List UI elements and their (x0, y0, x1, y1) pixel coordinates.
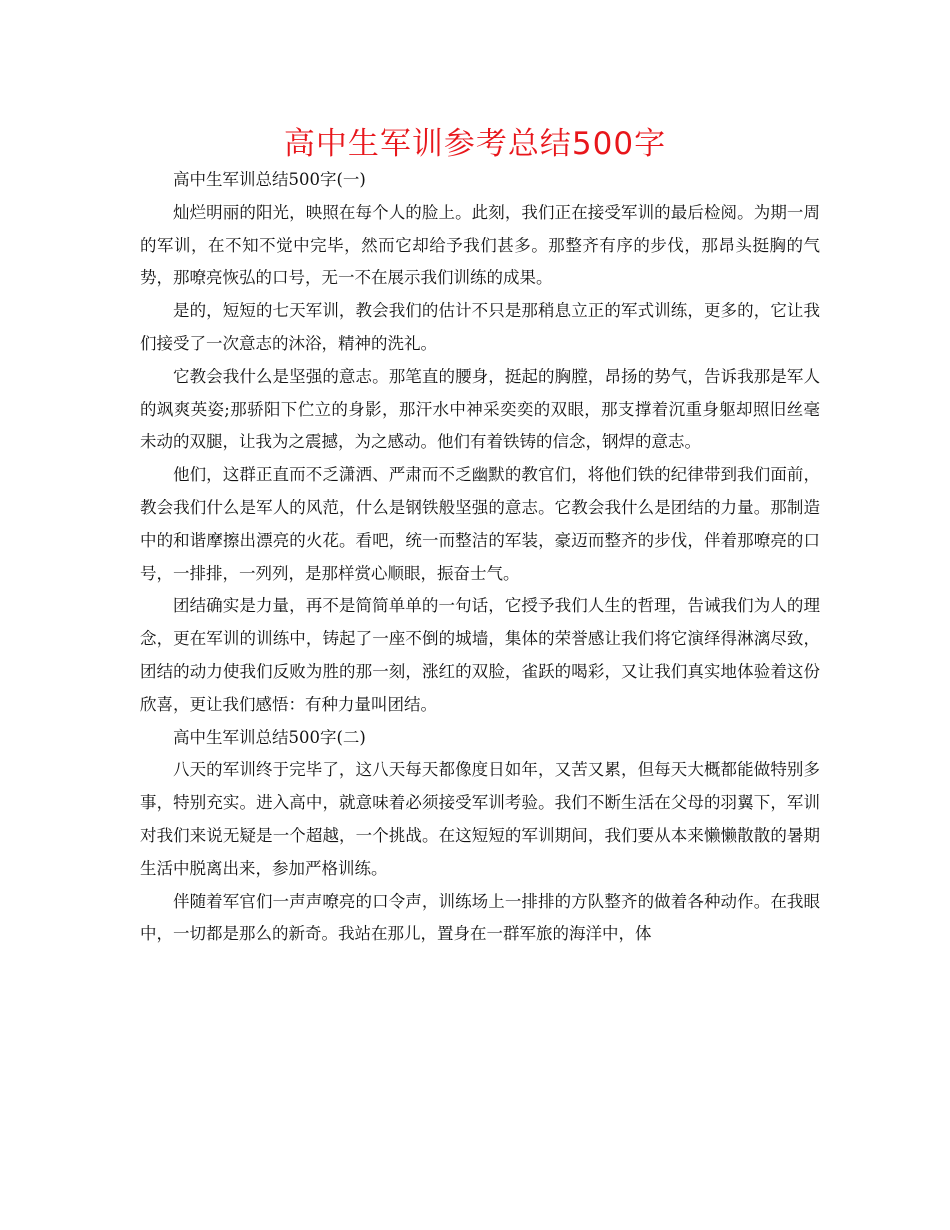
paragraph: 伴随着军官们一声声嘹亮的口令声，训练场上一排排的方队整齐的做着各种动作。在我眼中，一切都是那么的新奇。我站在那儿，置身在一群军旅的海洋中，体 (140, 891, 820, 944)
paragraph: 团结确实是力量，再不是简简单单的一句话，它授予我们人生的哲理，告诫我们为人的理念，更在军训的训练中，铸起了一座不倒的城墙，集体的荣誉感让我们将它演绎得淋漓尽致，团结的动力使我们反败为胜的那一刻，涨红的双脸，雀跃的喝彩，又让我们真实地体验着这份欣喜，更让我们感悟：有种力量叫团结。 (140, 596, 820, 714)
paragraph: 八天的军训终于完毕了，这八天每天都像度日如年，又苦又累，但每天大概都能做特别多事，特别充实。进入高中，就意味着必须接受军训考验。我们不断生活在父母的羽翼下，军训对我们来说无疑是一个超越，一个挑战。在这短短的军训期间，我们要从本来懒懒散散的暑期生活中脱离出来，参加严格训练。 (140, 760, 820, 878)
document-body (140, 164, 820, 951)
section-heading-2: 高中生军训总结500字(二) (173, 727, 366, 747)
section-heading-1: 高中生军训总结500字(一) (173, 170, 366, 189)
paragraph: 灿烂明丽的阳光，映照在每个人的脸上。此刻，我们正在接受军训的最后检阅。为期一周的军训，在不知不觉中完毕，然而它却给予我们甚多。那整齐有序的步伐，那昂头挺胸的气势，那嘹亮恢弘的口号，无一不在展示我们训练的成果。 (140, 202, 820, 288)
paragraph: 它教会我什么是坚强的意志。那笔直的腰身，挺起的胸膛，昂扬的势气，告诉我那是军人的飒爽英姿;那骄阳下伫立的身影，那汗水中神采奕奕的双眼，那支撑着沉重身躯却照旧丝毫未动的双腿，让我为之震撼，为之感动。他们有着铁铸的信念，钢焊的意志。 (140, 366, 820, 452)
paragraph: 是的，短短的七天军训，教会我们的估计不只是那稍息立正的军式训练，更多的，它让我们接受了一次意志的沐浴，精神的洗礼。 (140, 301, 820, 353)
document-title: 高中生军训参考总结500字 (283, 126, 667, 162)
paragraph: 他们，这群正直而不乏潇洒、严肃而不乏幽默的教官们，将他们铁的纪律带到我们面前，教会我们什么是军人的风范，什么是钢铁般坚强的意志。它教会我什么是团结的力量。那制造中的和谐摩擦出漂亮的火花。看吧，统一而整洁的军装，豪迈而整齐的步伐，伴着那嘹亮的口号，一排排，一列列，是那样赏心顺眼，振奋士气。 (140, 465, 820, 583)
